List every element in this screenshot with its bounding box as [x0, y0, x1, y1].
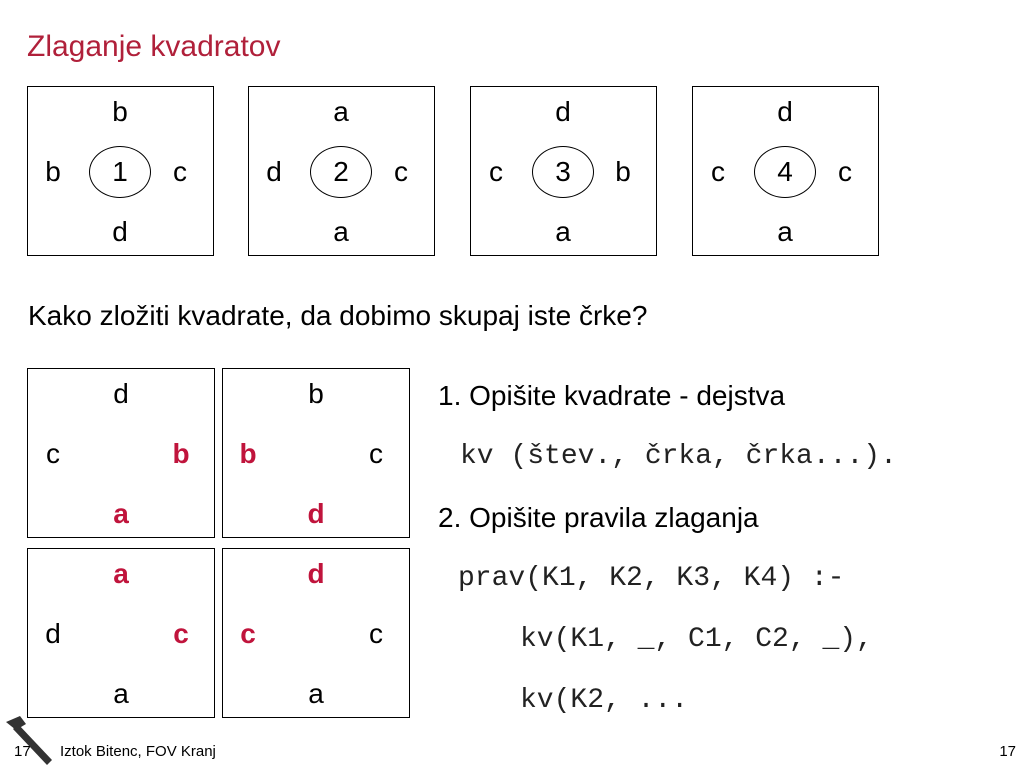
square-bottom-letter: d	[112, 216, 128, 247]
grid-right-letter: c	[369, 618, 383, 649]
square-right-letter: c	[173, 156, 187, 187]
square-right-letter: c	[394, 156, 408, 187]
square-bottom-letter: a	[555, 216, 571, 247]
grid-bottom-letter: a	[113, 678, 129, 709]
code-line-1: kv (štev., črka, črka...).	[460, 441, 897, 472]
slide-number-right: 17	[999, 743, 1016, 760]
question-text: Kako zložiti kvadrate, da dobimo skupaj iste črke?	[28, 300, 648, 331]
square-2	[248, 86, 435, 256]
grid-right-letter: c	[369, 438, 383, 469]
slide-title: Zlaganje kvadratov	[27, 30, 281, 63]
square-1	[27, 86, 214, 256]
grid-top-letter: b	[308, 378, 324, 409]
grid-left-letter: d	[45, 618, 61, 649]
square-3	[470, 86, 657, 256]
grid-bottom-letter: d	[307, 498, 325, 529]
square-number: 4	[777, 156, 793, 187]
square-4	[692, 86, 879, 256]
code-line-3: kv(K1, _, C1, C2, _),	[520, 624, 873, 655]
square-right-letter: b	[615, 156, 631, 187]
square-number: 2	[333, 156, 349, 187]
square-right-letter: c	[838, 156, 852, 187]
square-left-letter: b	[45, 156, 61, 187]
square-number: 3	[555, 156, 571, 187]
step-1: 1. Opišite kvadrate - dejstva	[438, 380, 786, 411]
grid-right-letter: c	[173, 618, 189, 649]
footer-author: Iztok Bitenc, FOV Kranj	[60, 743, 216, 760]
square-bottom-letter: a	[777, 216, 793, 247]
grid-square-2	[222, 368, 410, 538]
square-bottom-letter: a	[333, 216, 349, 247]
square-number: 1	[112, 156, 128, 187]
grid-bottom-letter: a	[113, 498, 129, 529]
square-top-letter: b	[112, 96, 128, 127]
grid-square-1	[27, 368, 215, 538]
code-line-4: kv(K2, ...	[520, 685, 689, 716]
grid-left-letter: c	[46, 438, 60, 469]
step-2: 2. Opišite pravila zlaganja	[438, 502, 759, 533]
grid-top-letter: a	[113, 558, 129, 589]
grid-bottom-letter: a	[308, 678, 324, 709]
grid-left-letter: b	[239, 438, 257, 469]
square-top-letter: a	[333, 96, 349, 127]
slide-number-left: 17	[14, 743, 31, 760]
square-left-letter: c	[489, 156, 503, 187]
grid-top-letter: d	[307, 558, 325, 589]
square-top-letter: d	[777, 96, 793, 127]
square-top-letter: d	[555, 96, 571, 127]
grid-square-3	[27, 548, 215, 718]
grid-right-letter: b	[172, 438, 190, 469]
code-line-2: prav(K1, K2, K3, K4) :-	[458, 563, 845, 594]
grid-top-letter: d	[113, 378, 129, 409]
square-left-letter: c	[711, 156, 725, 187]
grid-left-letter: c	[240, 618, 256, 649]
grid-square-4	[222, 548, 410, 718]
square-left-letter: d	[266, 156, 282, 187]
